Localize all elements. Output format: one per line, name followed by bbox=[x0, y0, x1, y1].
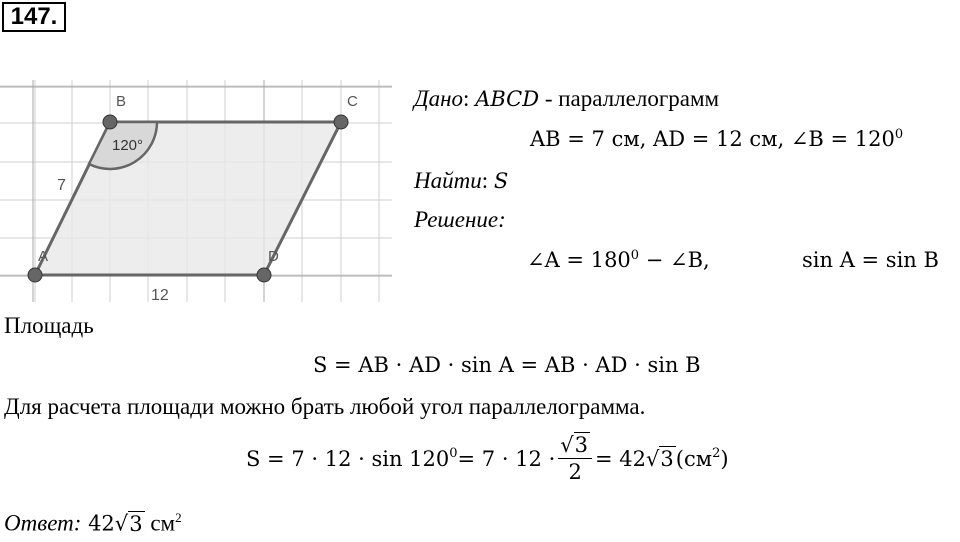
find-sep: : bbox=[481, 168, 489, 193]
given-abcd: ABCD bbox=[475, 87, 540, 111]
given-desc: - параллелограмм bbox=[544, 86, 720, 111]
answer-unit-sup: 2 bbox=[175, 510, 182, 525]
given-degree: 0 bbox=[894, 127, 904, 142]
side-ad-label: 12 bbox=[151, 287, 169, 304]
calc-line bbox=[246, 432, 729, 485]
label-c: C bbox=[347, 93, 358, 110]
given-line bbox=[414, 86, 719, 112]
calc-radicand: 3 bbox=[660, 446, 674, 471]
angle-eq-text: ∠A = 180 bbox=[527, 248, 631, 272]
sqrt-sign: √ bbox=[560, 433, 574, 457]
answer-coef: 42 bbox=[81, 511, 115, 536]
find-label: Найти bbox=[414, 168, 482, 193]
frac-radicand: 3 bbox=[574, 433, 589, 457]
solution-label: Решение bbox=[414, 207, 499, 232]
label-a: A bbox=[38, 248, 49, 265]
solution-sep: : bbox=[498, 207, 506, 232]
point-b bbox=[103, 115, 117, 129]
point-d bbox=[257, 268, 271, 282]
frac-denominator: 2 bbox=[568, 460, 582, 484]
parallelogram bbox=[35, 122, 341, 275]
point-c bbox=[334, 115, 348, 129]
solution-line bbox=[414, 207, 506, 233]
calc-degree: 0 bbox=[449, 446, 458, 461]
parallelogram-figure bbox=[0, 80, 400, 305]
side-ab-label: 7 bbox=[57, 177, 66, 194]
angle-equation bbox=[527, 248, 710, 272]
given-sep: : bbox=[463, 86, 470, 111]
sin-equation: sin A = sin B bbox=[802, 248, 939, 272]
sqrt-sign: √ bbox=[646, 446, 660, 471]
calc-unit-close: ) bbox=[720, 446, 729, 471]
point-a bbox=[28, 268, 42, 282]
calc-result: = 42 bbox=[595, 446, 647, 471]
angle-label: 120° bbox=[112, 137, 144, 154]
answer-label: Ответ bbox=[4, 510, 74, 536]
area-formula: S = AB · AD · sin A = AB · AD · sin B bbox=[313, 353, 701, 377]
label-d: D bbox=[268, 248, 279, 265]
sqrt-sign: √ bbox=[114, 511, 129, 536]
angle-eq-rest: − ∠B, bbox=[639, 248, 710, 272]
calc-unit-sup: 2 bbox=[712, 446, 721, 461]
angle-eq-degree: 0 bbox=[630, 248, 640, 263]
note-text: Для расчета площади можно брать любой угол параллелограмма. bbox=[4, 394, 646, 419]
answer-radicand: 3 bbox=[129, 511, 143, 536]
calc-fraction bbox=[558, 432, 592, 485]
calc-mid: = 7 · 12 · bbox=[457, 446, 556, 471]
given-values bbox=[530, 127, 903, 151]
calc-left: S = 7 · 12 · sin 120 bbox=[246, 446, 450, 471]
given-label: Дано bbox=[414, 86, 464, 111]
find-line bbox=[414, 168, 508, 194]
calc-unit: (см bbox=[675, 446, 713, 471]
answer-unit: см bbox=[144, 510, 176, 536]
label-b: B bbox=[116, 93, 127, 110]
answer-sep: : bbox=[73, 510, 82, 536]
answer-line bbox=[4, 510, 182, 537]
find-value: S bbox=[493, 169, 509, 193]
given-values-text: AB = 7 см, AD = 12 см, ∠B = 120 bbox=[530, 127, 895, 151]
problem-number: 147. bbox=[2, 2, 66, 32]
area-heading: Площадь bbox=[4, 313, 94, 338]
